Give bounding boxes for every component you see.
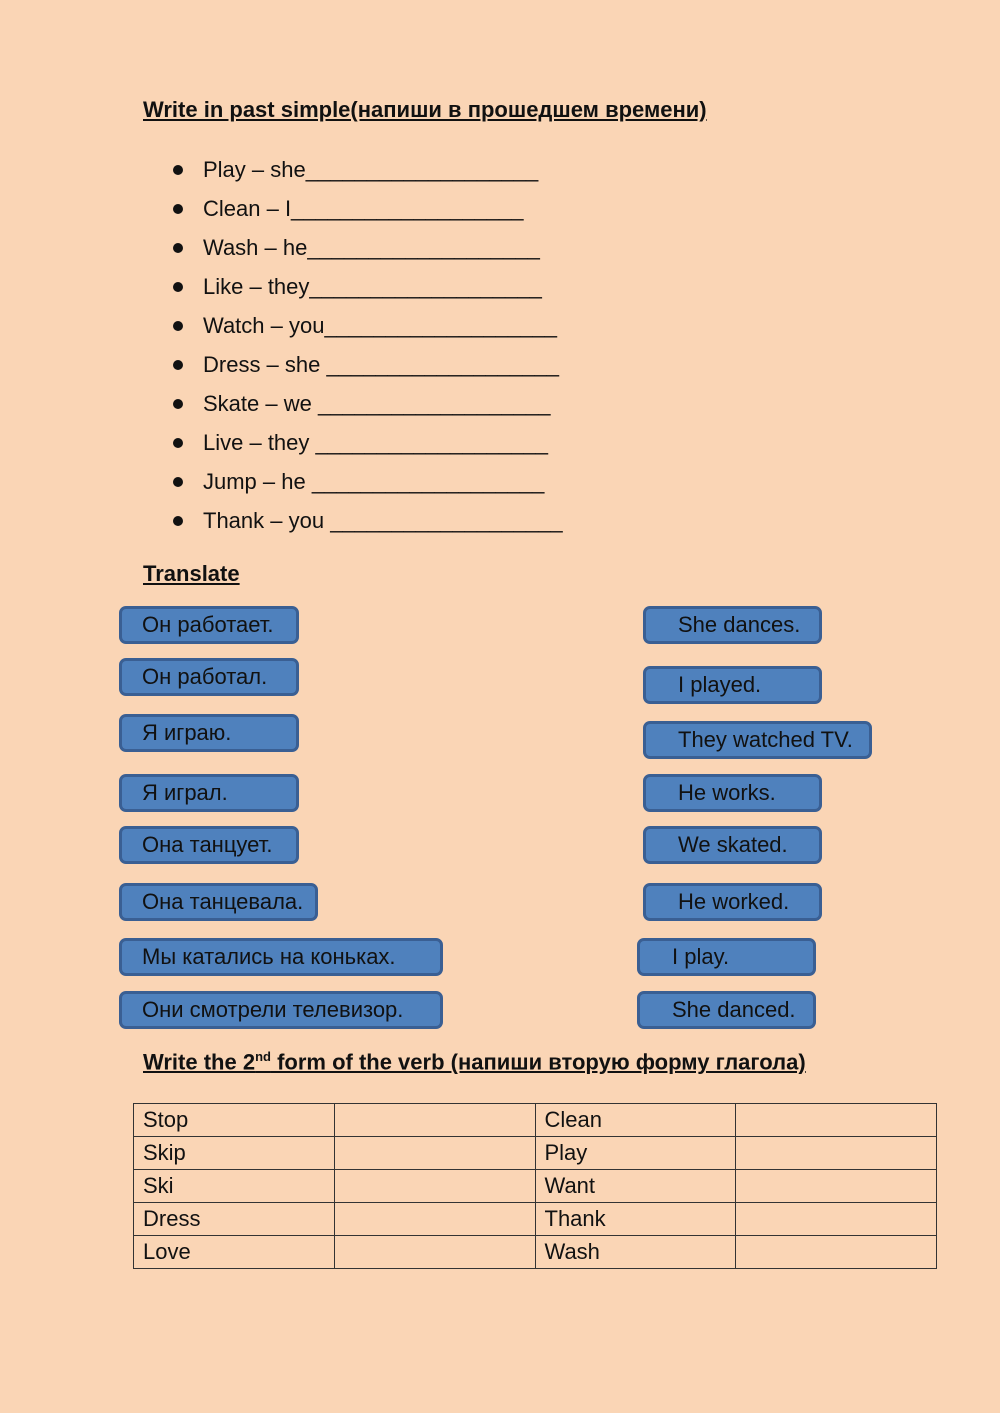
answer-cell[interactable] xyxy=(736,1236,937,1269)
russian-card[interactable]: Он работал. xyxy=(119,658,299,696)
list-item xyxy=(165,423,563,462)
list-item-text: Wash – he___________________ xyxy=(203,235,540,260)
answer-cell[interactable] xyxy=(736,1203,937,1236)
section3-title-sup: nd xyxy=(255,1049,271,1064)
list-item-text: Jump – he ___________________ xyxy=(203,469,545,494)
bullet-icon xyxy=(173,360,183,370)
bullet-icon xyxy=(173,516,183,526)
list-item-text: Play – she___________________ xyxy=(203,157,539,182)
table-row xyxy=(134,1203,937,1236)
bullet-icon xyxy=(173,438,183,448)
answer-cell[interactable] xyxy=(736,1104,937,1137)
section3-title-end: form of the verb (напиши вторую форму глагола) xyxy=(270,1049,806,1075)
list-item xyxy=(165,306,563,345)
verb-cell: Play xyxy=(535,1137,736,1170)
list-item-text: Clean – I___________________ xyxy=(203,196,524,221)
list-item-text: Skate – we ___________________ xyxy=(203,391,551,416)
list-item-text: Watch – you___________________ xyxy=(203,313,557,338)
verb-cell: Want xyxy=(535,1170,736,1203)
list-item xyxy=(165,384,563,423)
russian-card[interactable]: Он работает. xyxy=(119,606,299,644)
english-card[interactable]: I play. xyxy=(637,938,816,976)
bullet-icon xyxy=(173,399,183,409)
table-row xyxy=(134,1236,937,1269)
table-row xyxy=(134,1104,937,1137)
english-card[interactable]: They watched TV. xyxy=(643,721,872,759)
answer-cell[interactable] xyxy=(334,1170,535,1203)
past-simple-list xyxy=(165,150,563,540)
list-item-text: Thank – you ___________________ xyxy=(203,508,563,533)
section3-title xyxy=(143,1049,806,1075)
english-card[interactable]: I played. xyxy=(643,666,822,704)
verb-table xyxy=(133,1103,937,1269)
answer-cell[interactable] xyxy=(334,1203,535,1236)
verb-cell: Dress xyxy=(134,1203,335,1236)
answer-cell[interactable] xyxy=(334,1137,535,1170)
verb-cell: Love xyxy=(134,1236,335,1269)
bullet-icon xyxy=(173,282,183,292)
list-item xyxy=(165,501,563,540)
list-item-text: Like – they___________________ xyxy=(203,274,542,299)
list-item xyxy=(165,462,563,501)
table-row xyxy=(134,1137,937,1170)
answer-cell[interactable] xyxy=(334,1236,535,1269)
bullet-icon xyxy=(173,204,183,214)
verb-cell: Thank xyxy=(535,1203,736,1236)
english-card[interactable]: He works. xyxy=(643,774,822,812)
russian-card[interactable]: Мы катались на коньках. xyxy=(119,938,443,976)
verb-cell: Skip xyxy=(134,1137,335,1170)
list-item-text: Dress – she ___________________ xyxy=(203,352,559,377)
list-item xyxy=(165,345,563,384)
table-row xyxy=(134,1170,937,1203)
section1-title: Write in past simple(напиши в прошедшем времени) xyxy=(143,97,707,122)
section2-title: Translate xyxy=(143,561,240,586)
verb-cell: Ski xyxy=(134,1170,335,1203)
verb-cell: Wash xyxy=(535,1236,736,1269)
bullet-icon xyxy=(173,321,183,331)
english-card[interactable]: She danced. xyxy=(637,991,816,1029)
list-item-text: Live – they ___________________ xyxy=(203,430,548,455)
list-item xyxy=(165,228,563,267)
russian-card[interactable]: Я играл. xyxy=(119,774,299,812)
english-card[interactable]: She dances. xyxy=(643,606,822,644)
russian-card[interactable]: Я играю. xyxy=(119,714,299,752)
list-item xyxy=(165,150,563,189)
list-item xyxy=(165,189,563,228)
verb-cell: Stop xyxy=(134,1104,335,1137)
bullet-icon xyxy=(173,477,183,487)
list-item xyxy=(165,267,563,306)
section3-title-start: Write the 2 xyxy=(143,1049,256,1075)
verb-cell: Clean xyxy=(535,1104,736,1137)
bullet-icon xyxy=(173,165,183,175)
russian-card[interactable]: Они смотрели телевизор. xyxy=(119,991,443,1029)
russian-card[interactable]: Она танцует. xyxy=(119,826,299,864)
english-card[interactable]: He worked. xyxy=(643,883,822,921)
answer-cell[interactable] xyxy=(736,1170,937,1203)
english-card[interactable]: We skated. xyxy=(643,826,822,864)
answer-cell[interactable] xyxy=(736,1137,937,1170)
answer-cell[interactable] xyxy=(334,1104,535,1137)
bullet-icon xyxy=(173,243,183,253)
russian-card[interactable]: Она танцевала. xyxy=(119,883,318,921)
